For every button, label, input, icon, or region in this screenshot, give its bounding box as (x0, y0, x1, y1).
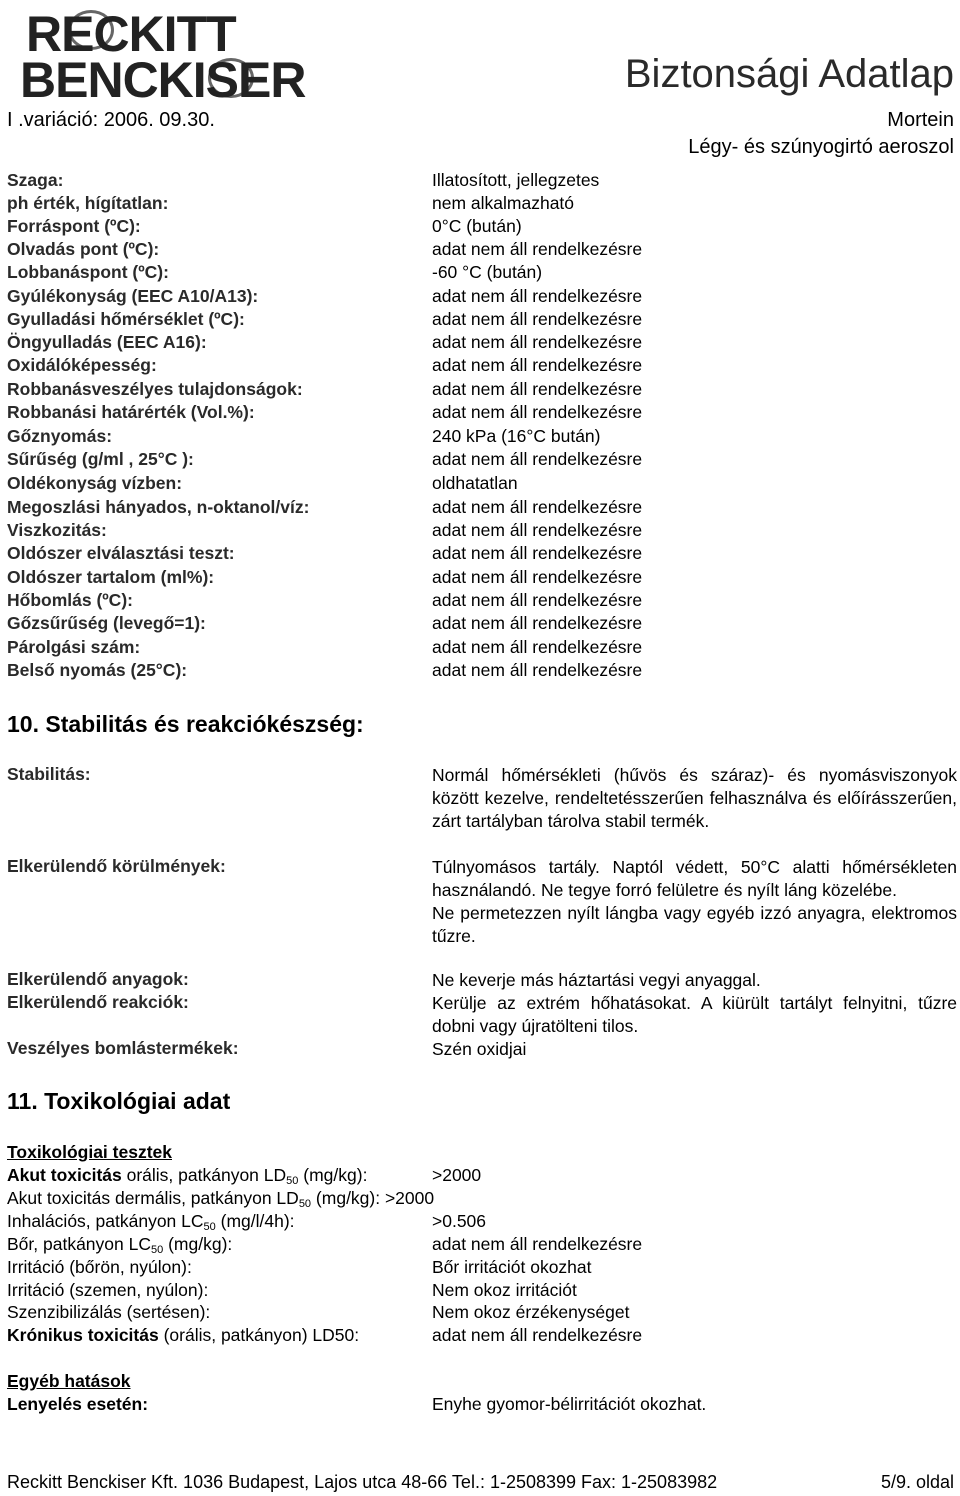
decomposition-label: Veszélyes bomlástermékek: (7, 1038, 239, 1058)
property-row (0, 216, 960, 239)
stability-text: Normál hőmérsékleti (hűvös és száraz)- és nyomásviszonyok között kezelve, rendeltetésszerűen felhasználva és előírásszerűen, zárt tartályban tárolva stabil termék. (432, 765, 957, 831)
property-value: adat nem áll rendelkezésre (432, 497, 643, 517)
property-label: Párolgási szám: (7, 637, 141, 657)
skin-unit: (mg/kg): (163, 1234, 233, 1254)
skin-pre: Bőr, patkányon LC (7, 1234, 151, 1254)
property-label: Robbanási határérték (Vol.%): (7, 402, 255, 422)
property-label: Belső nyomás (25°C): (7, 660, 188, 680)
irr-eye-label: Irritáció (szemen, nyúlon): (7, 1280, 209, 1300)
inhal-unit: (mg/l/4h): (215, 1211, 295, 1231)
oral-rest: orális, patkányon LD (121, 1165, 287, 1185)
property-value: adat nem áll rendelkezésre (432, 355, 643, 375)
property-value: adat nem áll rendelkezésre (432, 520, 643, 540)
property-label: Szaga: (7, 170, 64, 190)
tox-tests-heading-text: Toxikológiai tesztek (7, 1142, 172, 1162)
dermal-pre: Akut toxicitás dermális, patkányon LD (7, 1188, 299, 1208)
irr-skin-label: Irritáció (bőrön, nyúlon): (7, 1257, 192, 1277)
property-label: Öngyulladás (EEC A16): (7, 332, 207, 352)
version-date: I .variáció: 2006. 09.30. (7, 109, 215, 131)
reactions-text: Kerülje az extrém hőhatásokat. A kiürült tartályt felnyitni, tűzre dobni vagy újratölteni tilos. (432, 993, 957, 1036)
decomposition-text: Szén oxidjai (432, 1039, 527, 1059)
property-label: ph érték, hígítatlan: (7, 193, 169, 213)
tox-row-oral (7, 1165, 367, 1187)
conditions-label: Elkerülendő körülmények: (7, 856, 226, 876)
property-value: adat nem áll rendelkezésre (432, 286, 643, 306)
property-value: adat nem áll rendelkezésre (432, 543, 643, 563)
property-label: Robbanásveszélyes tulajdonságok: (7, 379, 303, 399)
property-label: Gyúlékonyság (EEC A10/A13): (7, 286, 259, 306)
section-10-heading: 10. Stabilitás és reakciókészség: (7, 711, 364, 737)
other-effects-heading-text: Egyéb hatások (7, 1371, 131, 1391)
property-label: Oldékonyság vízben: (7, 473, 183, 493)
chronic-rest: (orális, patkányon) LD50: (158, 1325, 360, 1345)
property-value: adat nem áll rendelkezésre (432, 660, 643, 680)
product-description: Légy- és szúnyogirtó aeroszol (688, 136, 954, 158)
property-row (0, 543, 960, 566)
property-row (0, 170, 960, 193)
materials-value (432, 969, 957, 992)
property-value: adat nem áll rendelkezésre (432, 332, 643, 352)
property-row (0, 660, 960, 683)
property-row (0, 426, 960, 449)
property-value: nem alkalmazható (432, 193, 575, 213)
property-label: Lobbanáspont (ºC): (7, 262, 169, 282)
property-label: Oldószer tartalom (ml%): (7, 567, 215, 587)
sens-value: Nem okoz érzékenységet (432, 1302, 630, 1322)
property-value: 240 kPa (16°C bután) (432, 426, 601, 446)
chronic-value: adat nem áll rendelkezésre (432, 1325, 643, 1345)
property-value: adat nem áll rendelkezésre (432, 379, 643, 399)
property-value: adat nem áll rendelkezésre (432, 449, 643, 469)
property-row (0, 637, 960, 660)
property-row (0, 567, 960, 590)
property-label: Hőbomlás (ºC): (7, 590, 133, 610)
oral-bold: Akut toxicitás (7, 1165, 122, 1185)
logo-line-2: BENCKISER (20, 52, 306, 108)
inhal-pre: Inhalációs, patkányon LC (7, 1211, 204, 1231)
oral-unit: (mg/kg): (298, 1165, 368, 1185)
footer-page-number: 5/9. oldal (880, 1472, 954, 1492)
product-name: Mortein (887, 109, 954, 131)
property-label: Olvadás pont (ºC): (7, 239, 160, 259)
inhal-value: >0.506 (432, 1211, 487, 1231)
dermal-unit: (mg/kg): >2000 (311, 1188, 435, 1208)
materials-label: Elkerülendő anyagok: (7, 969, 189, 989)
decomposition-value (432, 1038, 957, 1061)
stability-value (432, 764, 957, 833)
property-label: Megoszlási hányados, n-oktanol/víz: (7, 497, 310, 517)
property-value: adat nem áll rendelkezésre (432, 590, 643, 610)
property-row (0, 613, 960, 636)
property-row (0, 497, 960, 520)
inhal-sub: 50 (203, 1221, 216, 1233)
property-value: adat nem áll rendelkezésre (432, 239, 643, 259)
property-label: Oxidálóképesség: (7, 355, 157, 375)
property-row (0, 590, 960, 613)
dermal-sub: 50 (298, 1198, 312, 1210)
other-effects-heading (7, 1371, 131, 1392)
ingestion-label: Lenyelés esetén: (7, 1394, 149, 1414)
ingestion-value: Enyhe gyomor-bélirritációt okozhat. (432, 1394, 707, 1414)
skin-value: adat nem áll rendelkezésre (432, 1234, 643, 1254)
property-label: Sűrűség (g/ml , 25°C ): (7, 449, 194, 469)
irr-skin-value: Bőr irritációt okozhat (432, 1257, 592, 1277)
property-value: adat nem áll rendelkezésre (432, 567, 643, 587)
conditions-text-2: Ne permetezzen nyílt lángba vagy egyéb izzó anyagra, elektromos tűzre. (432, 903, 957, 946)
conditions-text-1: Túlnyomásos tartály. Naptól védett, 50°C alatti hőmérsékleten használandó. Ne tegye forró felületre és nyílt láng közelébe. (432, 857, 957, 900)
conditions-value (432, 856, 957, 948)
tox-row-dermal (7, 1188, 434, 1210)
property-value: -60 °C (bután) (432, 262, 543, 282)
company-logo (10, 6, 306, 108)
reactions-label: Elkerülendő reakciók: (7, 992, 189, 1012)
irr-eye-value: Nem okoz irritációt (432, 1280, 577, 1300)
property-value: 0°C (bután) (432, 216, 522, 236)
property-row (0, 355, 960, 378)
tox-row-inhal (7, 1211, 295, 1233)
chronic-bold: Krónikus toxicitás (7, 1325, 159, 1345)
property-row (0, 309, 960, 332)
property-value: adat nem áll rendelkezésre (432, 402, 643, 422)
property-row (0, 239, 960, 262)
document-title: Biztonsági Adatlap (624, 52, 954, 96)
property-row (0, 473, 960, 496)
property-label: Gőzsűrűség (levegő=1): (7, 613, 206, 633)
property-row (0, 449, 960, 472)
property-value: adat nem áll rendelkezésre (432, 309, 643, 329)
property-label: Oldószer elválasztási teszt: (7, 543, 235, 563)
property-label: Viszkozitás: (7, 520, 107, 540)
property-row (0, 520, 960, 543)
logo-line-1: RECKITT (26, 6, 236, 62)
materials-text: Ne keverje más háztartási vegyi anyaggal. (432, 970, 761, 990)
skin-sub: 50 (150, 1244, 164, 1256)
property-label: Forráspont (ºC): (7, 216, 141, 236)
stability-label: Stabilitás: (7, 764, 91, 784)
oral-value: >2000 (432, 1165, 482, 1185)
section-11-heading: 11. Toxikológiai adat (7, 1088, 231, 1114)
property-value: adat nem áll rendelkezésre (432, 637, 643, 657)
property-row (0, 286, 960, 309)
tox-row-chronic (7, 1325, 359, 1346)
property-row (0, 402, 960, 425)
property-label: Gőznyomás: (7, 426, 113, 446)
property-label: Gyulladási hőmérséklet (ºC): (7, 309, 245, 329)
property-row (0, 193, 960, 216)
sens-label: Szenzibilizálás (sertésen): (7, 1302, 211, 1322)
tox-tests-heading (7, 1142, 172, 1163)
oral-sub: 50 (286, 1175, 299, 1187)
property-value: adat nem áll rendelkezésre (432, 613, 643, 633)
property-row (0, 332, 960, 355)
property-row (0, 379, 960, 402)
property-value: Illatosított, jellegzetes (432, 170, 600, 190)
property-value: oldhatatlan (432, 473, 518, 493)
footer-company: Reckitt Benckiser Kft. 1036 Budapest, Lajos utca 48-66 Tel.: 1-2508399 Fax: 1-25083982 (7, 1472, 718, 1492)
tox-row-skin (7, 1234, 232, 1256)
property-row (0, 262, 960, 285)
reactions-value (432, 992, 957, 1038)
